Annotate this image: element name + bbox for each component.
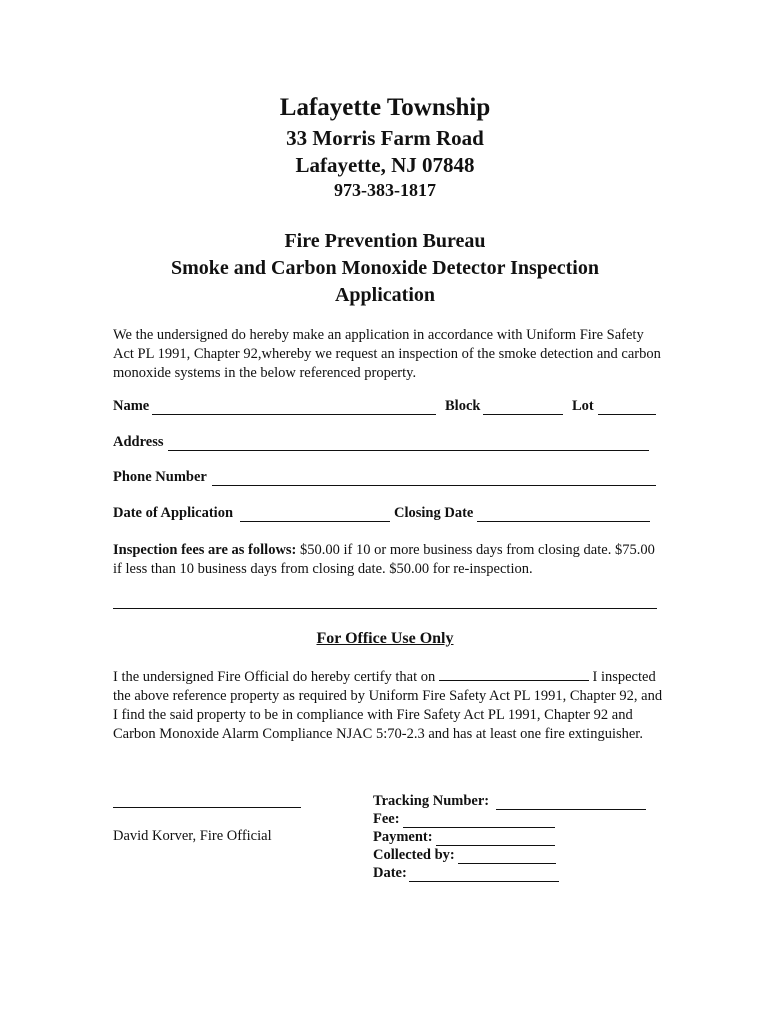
block-field[interactable] (483, 398, 563, 415)
inspection-date-blank[interactable] (439, 668, 589, 681)
certification-paragraph (113, 668, 663, 744)
city-state-zip: Lafayette, NJ 07848 (295, 153, 475, 177)
certification-text-start: I the undersigned Fire Official do hereby certify that on (113, 669, 439, 685)
address-field[interactable] (168, 434, 649, 451)
tracking-number-label: Tracking Number: (373, 793, 490, 809)
payment-label: Payment: (373, 829, 433, 845)
intro-paragraph: We the undersigned do hereby make an application in accordance with Uniform Fire Safety Act PL 1991, Chapter 92,whereby we request an inspection of the smoke detection and carbon monoxide systems in the below referenced property. (113, 327, 661, 381)
payment-field[interactable] (436, 829, 555, 846)
closing-date-field[interactable] (477, 505, 650, 522)
section-divider (113, 608, 657, 609)
office-date-label: Date: (373, 865, 407, 881)
collected-by-label: Collected by: (373, 847, 455, 863)
name-field[interactable] (152, 398, 436, 415)
township-phone: 973-383-1817 (334, 180, 436, 200)
fees-label: Inspection fees are as follows: (113, 542, 297, 558)
closing-date-label: Closing Date (394, 505, 474, 521)
bureau-title: Fire Prevention Bureau (284, 230, 486, 252)
form-title-line1: Smoke and Carbon Monoxide Detector Inspection (171, 257, 599, 279)
fees-text: $50.00 if 10 or more business days from closing date. $75.00 if less than 10 business days from closing date. $50.00 for re-inspection. (113, 542, 655, 577)
name-label: Name (113, 398, 150, 414)
certification-text-end: I inspected the above reference property as required by Uniform Fire Safety Act PL 1991, Chapter 92, and I find the said property to be in compliance with Fire Safety Act PL 1991, Chapter 92 and Carbon Monoxide Alarm Compliance NJAC 5:70-2.3 and has at least one fire extinguisher. (113, 669, 663, 742)
fee-label: Fee: (373, 811, 400, 827)
lot-field[interactable] (598, 398, 656, 415)
form-title-line2: Application (334, 284, 436, 306)
application-date-label: Date of Application (113, 505, 234, 521)
township-title: Lafayette Township (279, 94, 491, 121)
block-label: Block (445, 398, 481, 414)
phone-field[interactable] (212, 469, 656, 486)
phone-label: Phone Number (113, 469, 207, 485)
fee-field[interactable] (403, 811, 555, 828)
fire-official-name: David Korver, Fire Official (113, 828, 272, 844)
tracking-number-field[interactable] (496, 793, 646, 810)
application-date-field[interactable] (240, 505, 390, 522)
street-address: 33 Morris Farm Road (286, 126, 484, 150)
office-date-field[interactable] (409, 865, 559, 882)
signature-line[interactable] (113, 807, 301, 808)
address-label: Address (113, 434, 164, 450)
lot-label: Lot (572, 398, 594, 414)
collected-by-field[interactable] (458, 847, 556, 864)
fees-paragraph (113, 541, 663, 579)
office-use-title: For Office Use Only (316, 630, 454, 647)
